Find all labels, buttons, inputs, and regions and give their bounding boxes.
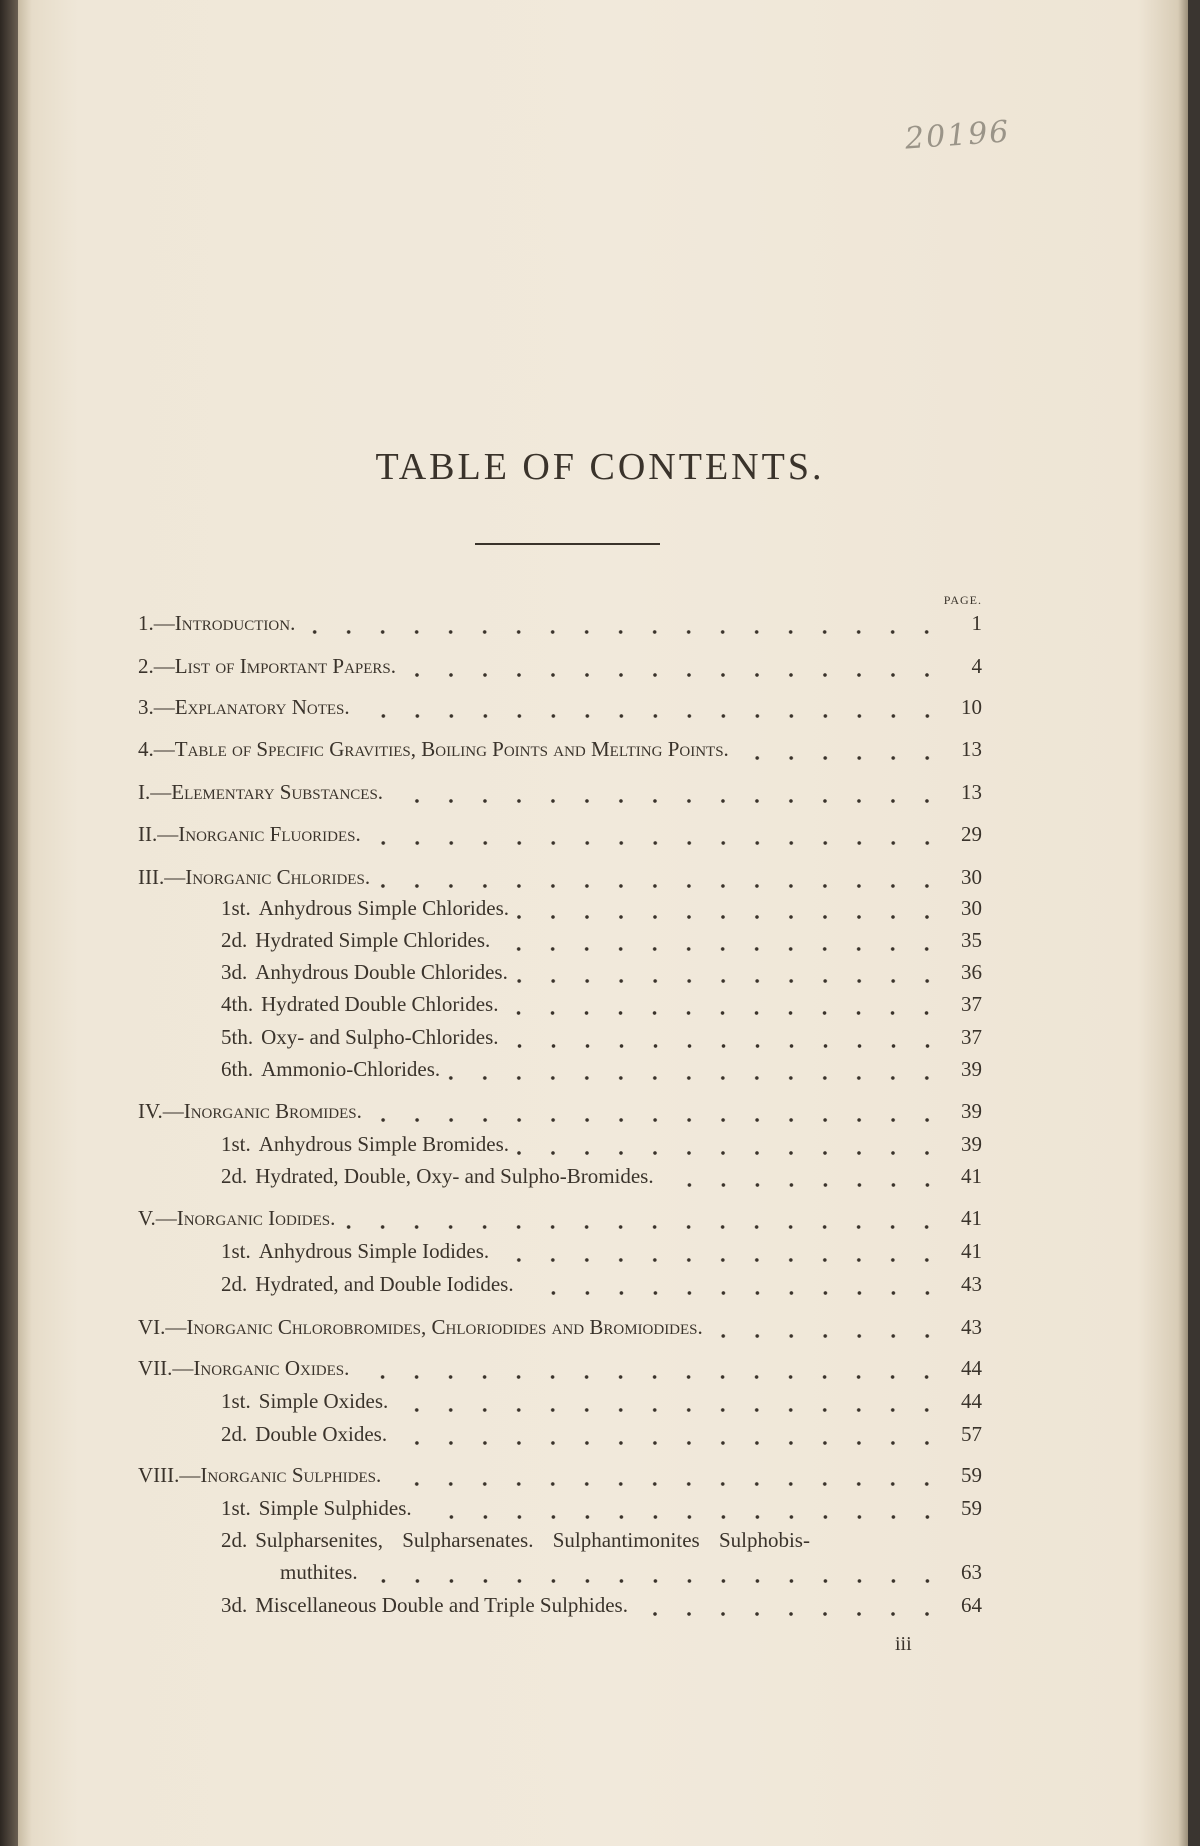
toc-entry	[138, 865, 982, 895]
toc-entry-page: 37	[961, 1024, 982, 1049]
toc-entry-page: 30	[961, 864, 982, 889]
toc-entry-number: VI.—	[138, 1314, 187, 1339]
toc-entry-number: II.—	[138, 822, 179, 847]
toc-entry-number: 2d.	[221, 1527, 248, 1552]
dot-leader	[711, 1333, 944, 1339]
toc-entry-label	[221, 1057, 440, 1082]
toc-entry-number: 1st.	[221, 1496, 251, 1521]
toc-entry	[138, 1206, 982, 1236]
dot-leader	[366, 1578, 944, 1584]
dot-leader	[498, 946, 944, 952]
toc-entry-number: VIII.—	[138, 1463, 201, 1488]
toc-entry-number: 4.—	[138, 737, 175, 762]
toc-entry	[221, 1496, 982, 1526]
toc-entry-page: 30	[961, 896, 982, 921]
toc-entry-title: Sulpharsenites, Sulpharsenates. Sulphantimonites Sulphobis-	[255, 1527, 810, 1552]
toc-entry	[221, 1239, 982, 1269]
toc-entry-page: 39	[961, 1056, 982, 1081]
toc-entry-label	[221, 1132, 509, 1157]
toc-entry-title: Anhydrous Simple Chlorides.	[258, 896, 510, 921]
toc-entry	[138, 1099, 982, 1129]
toc-entry-title: Hydrated Simple Chlorides.	[255, 928, 491, 953]
toc-entry	[138, 611, 982, 641]
toc-entry-label	[138, 822, 361, 847]
toc-entry-number: 3.—	[138, 695, 175, 720]
toc-entry-title: Simple Sulphides.	[258, 1496, 412, 1521]
toc-entry-title: Hydrated, Double, Oxy- and Sulpho-Bromides.	[255, 1163, 654, 1188]
dot-leader	[420, 1514, 944, 1520]
toc-entry-number: I.—	[138, 779, 172, 804]
toc-entry-title: Anhydrous Simple Bromides.	[258, 1132, 510, 1157]
dot-leader	[497, 1257, 944, 1263]
toc-entry-number: III.—	[138, 864, 186, 889]
toc-entry-page: 41	[961, 1239, 982, 1264]
dot-leader	[517, 1150, 944, 1156]
toc-entry-label	[221, 1528, 810, 1553]
toc-entry-title: Inorganic Fluorides.	[178, 822, 361, 847]
page-column-header: PAGE.	[943, 593, 982, 607]
toc-entry	[221, 960, 982, 990]
toc-entry-label	[221, 896, 509, 921]
toc-entry	[221, 896, 982, 926]
toc-entry-label	[138, 737, 729, 762]
toc-entry-number: 1st.	[221, 1239, 251, 1264]
toc-entry-page: 29	[961, 822, 982, 847]
toc-entry	[221, 1132, 982, 1162]
toc-entry-title: Table of Specific Gravities, Boiling Points and Melting Points.	[174, 737, 729, 762]
toc-entry-label	[221, 1272, 514, 1297]
toc-entry-page: 39	[961, 1132, 982, 1157]
toc-entry	[138, 1315, 982, 1345]
toc-entry-page: 44	[961, 1355, 982, 1380]
toc-entry	[221, 992, 982, 1022]
toc-entry-page: 4	[971, 653, 982, 678]
toc-entry-title: Elementary Substances.	[171, 779, 384, 804]
toc-entry-title: Inorganic Chlorides.	[185, 864, 371, 889]
toc-entry-number: VII.—	[138, 1355, 194, 1380]
dot-leader	[506, 1010, 944, 1016]
toc-entry-title: List of Important Papers.	[174, 653, 397, 678]
toc-entry-number: 1st.	[221, 1132, 251, 1157]
toc-entry	[138, 780, 982, 810]
toc-entry-title: Introduction.	[174, 611, 296, 636]
toc-entry-title: Anhydrous Double Chlorides.	[255, 960, 508, 985]
toc-entry-page: 59	[961, 1496, 982, 1521]
dot-leader	[357, 1374, 944, 1380]
toc-entry	[221, 1025, 982, 1055]
toc-entry	[221, 928, 982, 958]
toc-entry-number: 1st.	[221, 896, 251, 921]
toc-entry	[221, 1164, 982, 1194]
handwritten-catalog-number: 20196	[903, 114, 1012, 157]
dot-leader	[522, 1290, 944, 1296]
dot-leader	[358, 713, 944, 719]
dot-leader	[517, 914, 944, 920]
toc-entry-page: 13	[961, 779, 982, 804]
toc-entry-title: Simple Oxides.	[258, 1388, 389, 1413]
toc-entry-page: 59	[961, 1463, 982, 1488]
dot-leader	[448, 1075, 944, 1081]
toc-entry	[221, 1389, 982, 1419]
toc-entry-title: Hydrated Double Chlorides.	[261, 991, 499, 1016]
toc-entry-title: Inorganic Chlorobromides, Chloriodides and Bromiodides.	[186, 1314, 703, 1339]
toc-entry-page: 57	[961, 1421, 982, 1446]
toc-entry-number: 3d.	[221, 1592, 248, 1617]
dot-leader	[395, 1440, 944, 1446]
toc-entry-title: Ammonio-Chlorides.	[261, 1056, 441, 1081]
dot-leader	[343, 1224, 944, 1230]
toc-entry-number: 2.—	[138, 653, 175, 678]
toc-entry-number: 5th.	[221, 1024, 254, 1049]
toc-entry-label	[138, 654, 396, 679]
toc-entry-title: Inorganic Oxides.	[193, 1355, 350, 1380]
toc-entry	[138, 1463, 982, 1493]
toc-entry-page: 35	[961, 928, 982, 953]
toc-entry-page: 43	[961, 1272, 982, 1297]
toc-entry	[138, 1356, 982, 1386]
toc-entry-page: 13	[961, 737, 982, 762]
toc-entry-label	[138, 1315, 703, 1340]
dot-leader	[303, 629, 944, 635]
toc-entry-label	[221, 960, 508, 985]
toc-entry-label	[221, 1422, 387, 1447]
toc-entry-label	[221, 992, 498, 1017]
toc-entry-page: 64	[961, 1592, 982, 1617]
toc-entry-number: 6th.	[221, 1056, 254, 1081]
toc-entry	[138, 737, 982, 767]
toc-entry	[272, 1560, 982, 1590]
toc-entry-number: 2d.	[221, 1272, 248, 1297]
toc-entry-page: 41	[961, 1206, 982, 1231]
toc-entry-number: 4th.	[221, 991, 254, 1016]
toc-entry-title: Inorganic Iodides.	[176, 1206, 336, 1231]
toc-entry-label	[138, 1206, 335, 1231]
toc-entry-number: V.—	[138, 1206, 177, 1231]
toc-entry-page: 1	[971, 611, 982, 636]
toc-entry	[221, 1593, 982, 1623]
toc-entry-title: Oxy- and Sulpho-Chlorides.	[261, 1024, 499, 1049]
toc-entry-title: Anhydrous Simple Iodides.	[258, 1239, 490, 1264]
toc-entry-page: 10	[961, 695, 982, 720]
dot-leader	[404, 672, 944, 678]
toc-entry-page: 44	[961, 1388, 982, 1413]
toc-entry-label	[138, 611, 295, 636]
toc-entry-title: Double Oxides.	[255, 1421, 388, 1446]
toc-entry-label	[138, 780, 383, 805]
toc-entry-number: 1st.	[221, 1388, 251, 1413]
toc-entry	[221, 1422, 982, 1452]
dot-leader	[818, 1546, 944, 1552]
dot-leader	[516, 978, 944, 984]
toc-entry	[221, 1272, 982, 1302]
toc-entry-label	[138, 695, 350, 720]
toc-entry-label	[221, 1496, 412, 1521]
toc-entry-title: Hydrated, and Double Iodides.	[255, 1272, 514, 1297]
toc-entry	[138, 695, 982, 725]
toc-entry-title: Inorganic Sulphides.	[200, 1463, 382, 1488]
toc-entry	[221, 1057, 982, 1087]
toc-entry-label	[221, 928, 490, 953]
toc-entry-label	[138, 865, 370, 890]
toc-entry-number: 1.—	[138, 611, 175, 636]
page-title: TABLE OF CONTENTS.	[375, 446, 825, 488]
toc-entry-page: 41	[961, 1163, 982, 1188]
toc-entry-page: 63	[961, 1559, 982, 1584]
toc-entry-label	[138, 1099, 362, 1124]
dot-leader	[389, 1481, 944, 1487]
dot-leader	[370, 1117, 944, 1123]
toc-entry-title: Miscellaneous Double and Triple Sulphides.	[255, 1592, 628, 1617]
dot-leader	[636, 1611, 944, 1617]
toc-entry-label	[221, 1389, 388, 1414]
toc-entry-number: 3d.	[221, 960, 248, 985]
toc-entry-page: 36	[961, 960, 982, 985]
toc-entry-number: IV.—	[138, 1099, 184, 1124]
title-rule	[475, 543, 660, 545]
toc-entry-page: 39	[961, 1099, 982, 1124]
dot-leader	[391, 798, 944, 804]
toc-entry-title: muthites.	[280, 1559, 358, 1584]
toc-entry	[138, 822, 982, 852]
dot-leader	[507, 1043, 945, 1049]
page-number: iii	[895, 1633, 912, 1655]
toc-entry-label	[138, 1463, 381, 1488]
toc-entry-page: 43	[961, 1314, 982, 1339]
dot-leader	[369, 840, 944, 846]
toc-entry-label	[221, 1164, 654, 1189]
dot-leader	[378, 883, 944, 889]
toc-entry-label	[138, 1356, 349, 1381]
toc-entry-label	[221, 1593, 628, 1618]
dot-leader	[396, 1407, 944, 1413]
dot-leader	[662, 1182, 944, 1188]
toc-entry-title: Explanatory Notes.	[174, 695, 350, 720]
toc-entry-number: 2d.	[221, 1421, 248, 1446]
toc-entry	[221, 1528, 982, 1558]
toc-entry-label	[272, 1560, 358, 1585]
book-binding	[0, 0, 18, 1846]
toc-entry-number: 2d.	[221, 1163, 248, 1188]
dot-leader	[737, 755, 944, 761]
toc-entry-number: 2d.	[221, 928, 248, 953]
toc-entry-page: 37	[961, 991, 982, 1016]
toc-entry-label	[221, 1025, 499, 1050]
toc-entry-title: Inorganic Bromides.	[183, 1099, 362, 1124]
toc-entry	[138, 654, 982, 684]
toc-entry-label	[221, 1239, 489, 1264]
